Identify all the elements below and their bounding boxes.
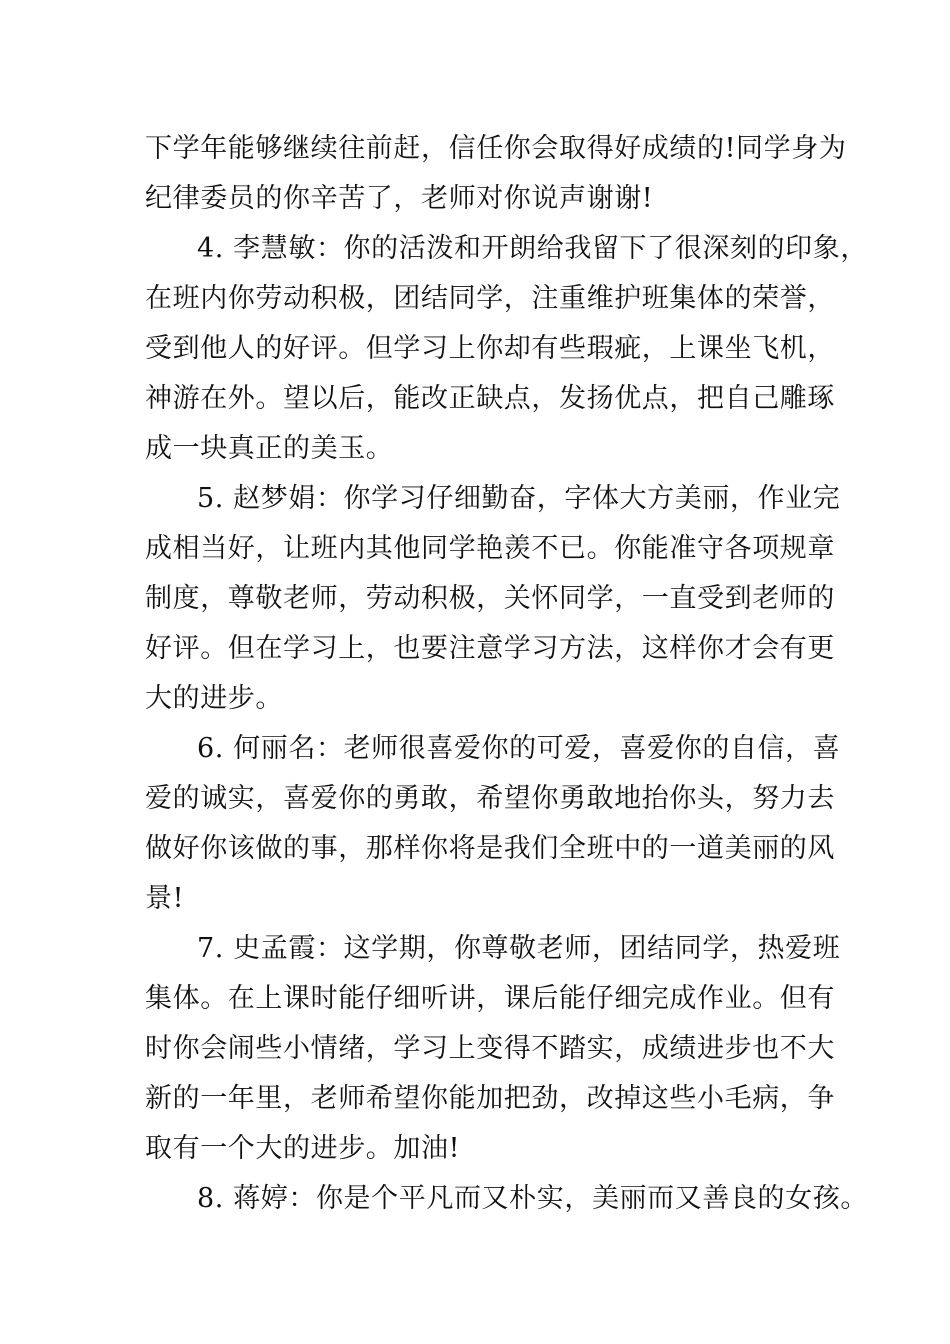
text-line-15: 做好你该做的事，那样你将是我们全班中的一道美丽的风 — [145, 833, 835, 864]
text-line-22: 8. 蒋婷：你是个平凡而又朴实，美丽而又善良的女孩。 — [197, 1183, 868, 1214]
text-line-2: 纪律委员的你辛苦了，老师对你说声谢谢! — [145, 183, 654, 214]
text-line-19: 时你会闹些小情绪，学习上变得不踏实，成绩进步也不大 — [145, 1033, 835, 1064]
text-line-21: 取有一个大的进步。加油! — [145, 1133, 461, 1164]
text-line-20: 新的一年里，老师希望你能加把劲，改掉这些小毛病，争 — [145, 1083, 835, 1114]
text-line-8: 5. 赵梦娟：你学习仔细勤奋，字体大方美丽，作业完 — [197, 483, 841, 514]
text-line-12: 大的进步。 — [145, 683, 283, 714]
text-line-13: 6. 何丽名：老师很喜爱你的可爱，喜爱你的自信，喜 — [197, 733, 841, 764]
text-line-4: 在班内你劳动积极，团结同学，注重维护班集体的荣誉， — [145, 283, 835, 314]
text-line-9: 成相当好，让班内其他同学艳羡不已。你能准守各项规章 — [145, 533, 835, 564]
text-line-7: 成一块真正的美玉。 — [145, 433, 394, 464]
text-line-6: 神游在外。望以后，能改正缺点，发扬优点，把自己雕琢 — [145, 383, 835, 414]
text-line-18: 集体。在上课时能仔细听讲，课后能仔细完成作业。但有 — [145, 983, 835, 1014]
text-line-3: 4. 李慧敏：你的活泼和开朗给我留下了很深刻的印象， — [197, 233, 868, 264]
text-line-5: 受到他人的好评。但学习上你却有些瑕疵，上课坐飞机， — [145, 333, 835, 364]
text-line-11: 好评。但在学习上，也要注意学习方法，这样你才会有更 — [145, 633, 835, 664]
text-line-17: 7. 史孟霞：这学期，你尊敬老师，团结同学，热爱班 — [197, 933, 841, 964]
text-line-14: 爱的诚实，喜爱你的勇敢，希望你勇敢地抬你头，努力去 — [145, 783, 835, 814]
text-line-10: 制度，尊敬老师，劳动积极，关怀同学，一直受到老师的 — [145, 583, 835, 614]
text-line-16: 景! — [145, 883, 185, 914]
text-line-1: 下学年能够继续往前赶，信任你会取得好成绩的!同学身为 — [145, 133, 847, 164]
